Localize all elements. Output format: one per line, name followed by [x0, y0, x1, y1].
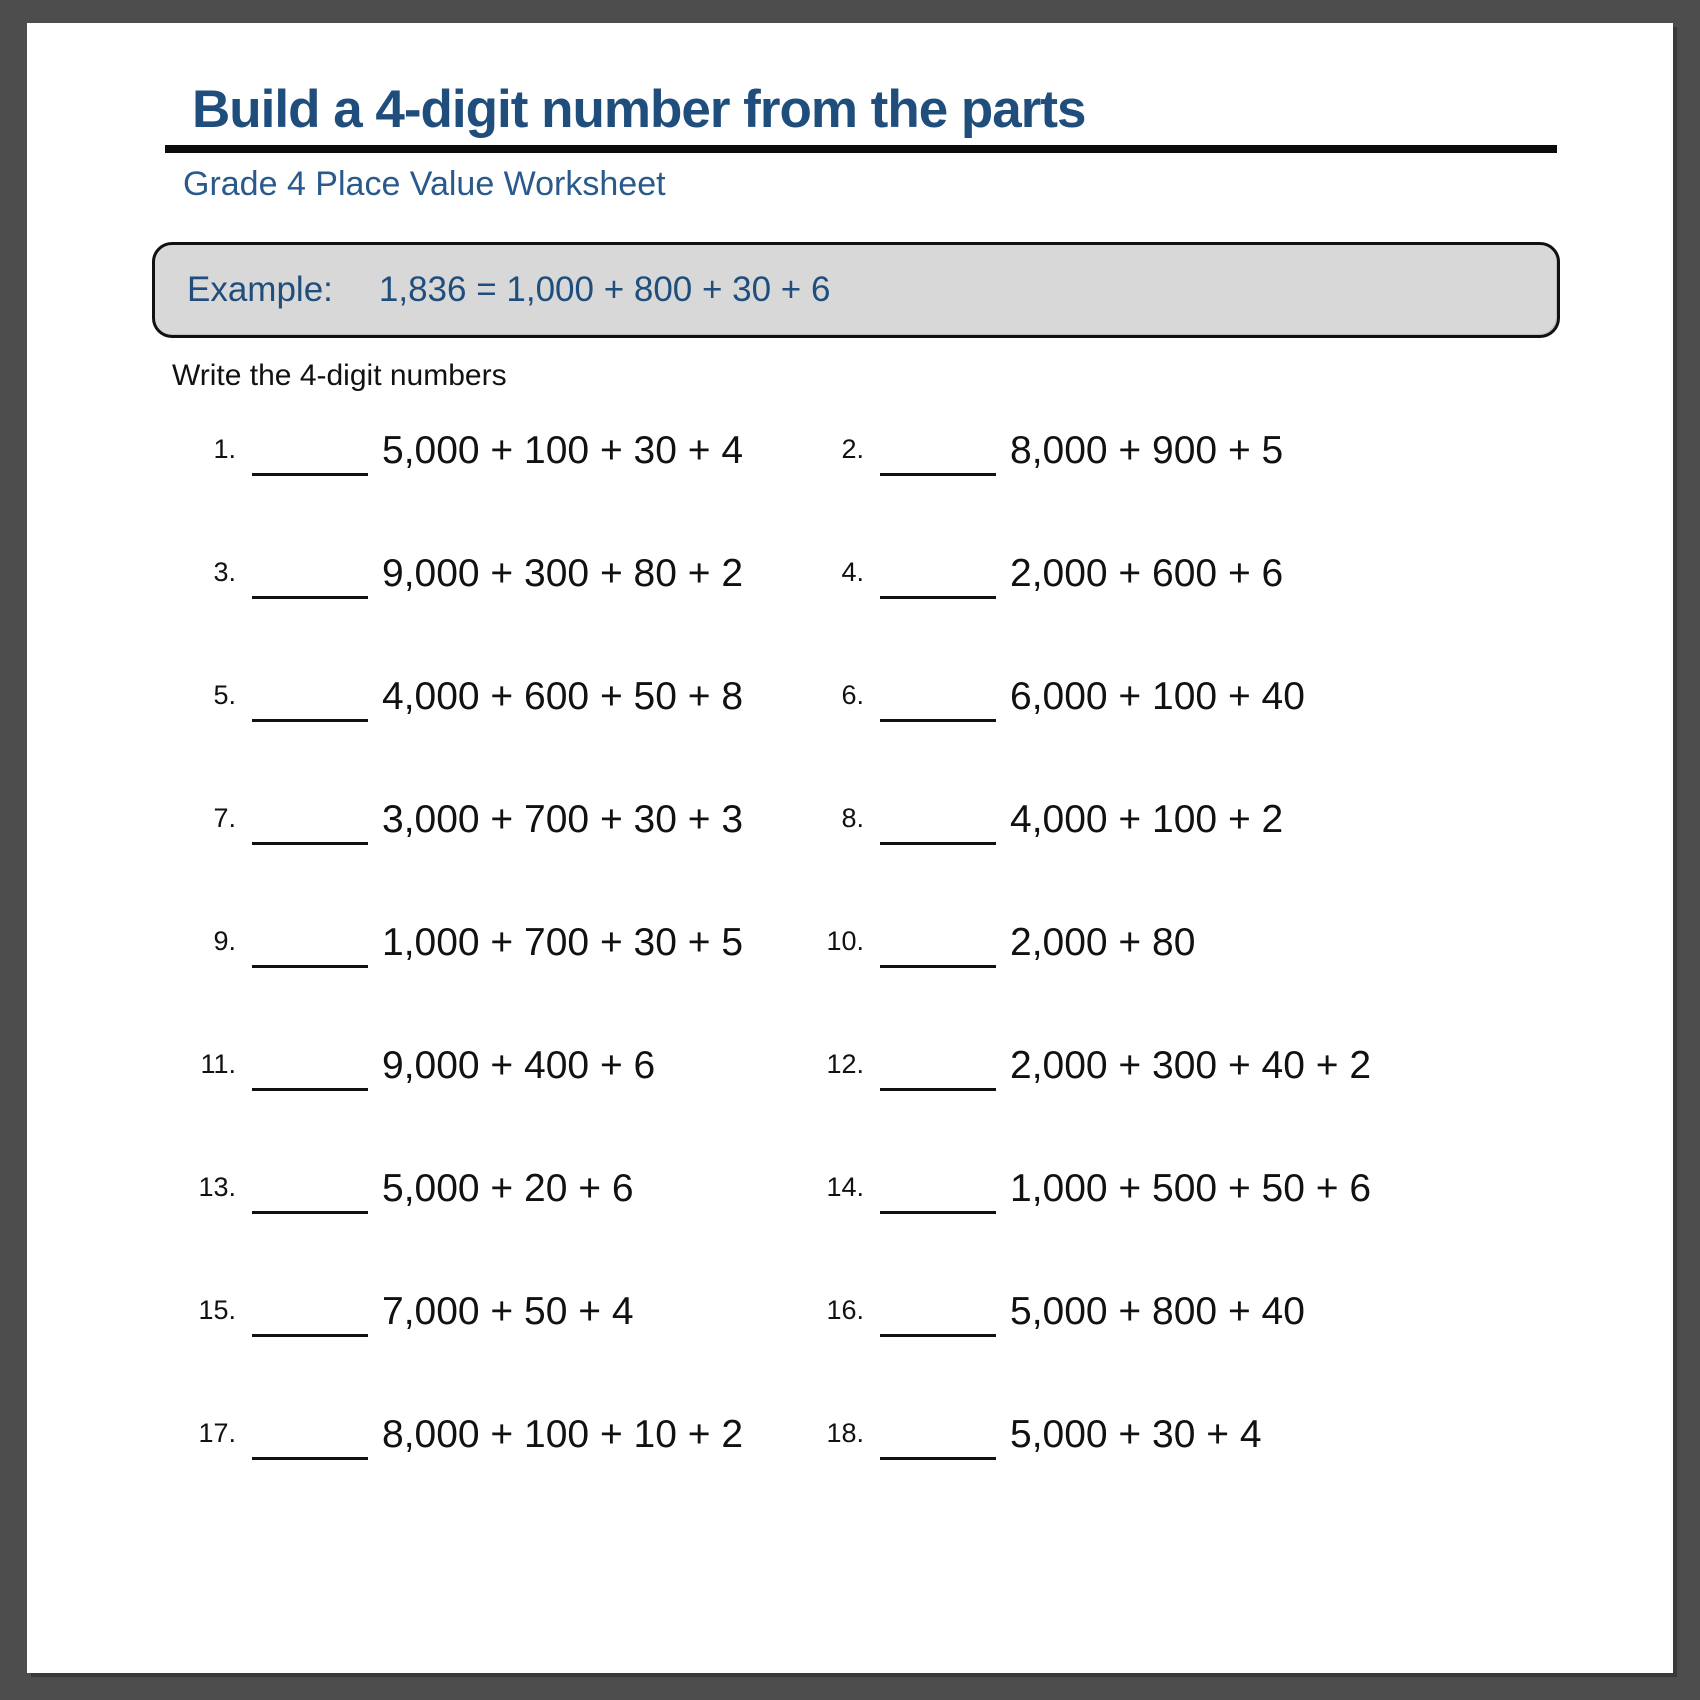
problem-number: 2. — [841, 434, 864, 464]
problem-expression: 3,000 + 700 + 30 + 3 — [382, 798, 744, 841]
example-equation: 1,836 = 1,000 + 800 + 30 + 6 — [378, 270, 831, 309]
problem-row-14 — [808, 1165, 1600, 1227]
problem-number: 8. — [841, 803, 864, 833]
problem-expression: 9,000 + 400 + 6 — [382, 1044, 656, 1087]
problems-grid — [180, 427, 1600, 1534]
problem-expression: 2,000 + 80 — [1010, 921, 1196, 964]
problem-number: 5. — [213, 680, 236, 710]
problem-row-8 — [808, 796, 1600, 858]
answer-blank[interactable] — [880, 1411, 996, 1460]
problem-number: 7. — [213, 803, 236, 833]
problem-row-15 — [180, 1288, 808, 1350]
problem-row-9 — [180, 919, 808, 981]
problem-expression: 5,000 + 800 + 40 — [1010, 1290, 1305, 1333]
problem-row-18 — [808, 1411, 1600, 1473]
title-underline — [165, 145, 1557, 153]
problem-row-10 — [808, 919, 1600, 981]
problem-expression: 4,000 + 100 + 2 — [1010, 798, 1284, 841]
answer-blank[interactable] — [252, 919, 368, 968]
answer-blank[interactable] — [880, 1165, 996, 1214]
problem-row-3 — [180, 550, 808, 612]
answer-blank[interactable] — [880, 1288, 996, 1337]
problem-expression: 9,000 + 300 + 80 + 2 — [382, 552, 744, 595]
problem-expression: 1,000 + 500 + 50 + 6 — [1010, 1167, 1372, 1210]
problem-expression: 5,000 + 20 + 6 — [382, 1167, 634, 1210]
problem-row-11 — [180, 1042, 808, 1104]
problem-number: 12. — [826, 1049, 864, 1079]
problem-row-16 — [808, 1288, 1600, 1350]
problem-number: 15. — [198, 1295, 236, 1325]
answer-blank[interactable] — [252, 673, 368, 722]
problem-row-1 — [180, 427, 808, 489]
problem-row-13 — [180, 1165, 808, 1227]
problem-number: 3. — [213, 557, 236, 587]
worksheet-page — [27, 23, 1673, 1673]
page-title: Build a 4-digit number from the parts — [192, 80, 1086, 139]
problem-number: 4. — [841, 557, 864, 587]
answer-blank[interactable] — [880, 550, 996, 599]
answer-blank[interactable] — [880, 796, 996, 845]
problem-number: 16. — [826, 1295, 864, 1325]
problem-row-17 — [180, 1411, 808, 1473]
problem-expression: 5,000 + 100 + 30 + 4 — [382, 429, 744, 472]
problem-number: 14. — [826, 1172, 864, 1202]
problem-expression: 7,000 + 50 + 4 — [382, 1290, 634, 1333]
answer-blank[interactable] — [252, 1411, 368, 1460]
problem-number: 17. — [198, 1418, 236, 1448]
problem-row-5 — [180, 673, 808, 735]
example-box — [152, 242, 1560, 338]
problem-expression: 8,000 + 900 + 5 — [1010, 429, 1284, 472]
answer-blank[interactable] — [880, 919, 996, 968]
answer-blank[interactable] — [252, 796, 368, 845]
problem-number: 1. — [213, 434, 236, 464]
answer-blank[interactable] — [880, 427, 996, 476]
problem-expression: 6,000 + 100 + 40 — [1010, 675, 1305, 718]
answer-blank[interactable] — [252, 427, 368, 476]
problem-expression: 2,000 + 300 + 40 + 2 — [1010, 1044, 1372, 1087]
problem-number: 18. — [826, 1418, 864, 1448]
answer-blank[interactable] — [880, 673, 996, 722]
problem-expression: 5,000 + 30 + 4 — [1010, 1413, 1262, 1456]
instruction-text: Write the 4-digit numbers — [172, 359, 507, 392]
problem-expression: 8,000 + 100 + 10 + 2 — [382, 1413, 744, 1456]
answer-blank[interactable] — [252, 1165, 368, 1214]
answer-blank[interactable] — [252, 1042, 368, 1091]
problem-row-2 — [808, 427, 1600, 489]
problem-number: 11. — [200, 1049, 236, 1079]
problem-expression: 4,000 + 600 + 50 + 8 — [382, 675, 744, 718]
problem-expression: 2,000 + 600 + 6 — [1010, 552, 1284, 595]
problem-expression: 1,000 + 700 + 30 + 5 — [382, 921, 744, 964]
example-label: Example: — [187, 270, 333, 309]
answer-blank[interactable] — [252, 550, 368, 599]
problem-number: 6. — [841, 680, 864, 710]
problem-number: 13. — [198, 1172, 236, 1202]
problem-row-7 — [180, 796, 808, 858]
answer-blank[interactable] — [252, 1288, 368, 1337]
problem-row-6 — [808, 673, 1600, 735]
answer-blank[interactable] — [880, 1042, 996, 1091]
problem-row-12 — [808, 1042, 1600, 1104]
problem-row-4 — [808, 550, 1600, 612]
page-subtitle: Grade 4 Place Value Worksheet — [183, 165, 666, 203]
problem-number: 10. — [826, 926, 864, 956]
problem-number: 9. — [213, 926, 236, 956]
